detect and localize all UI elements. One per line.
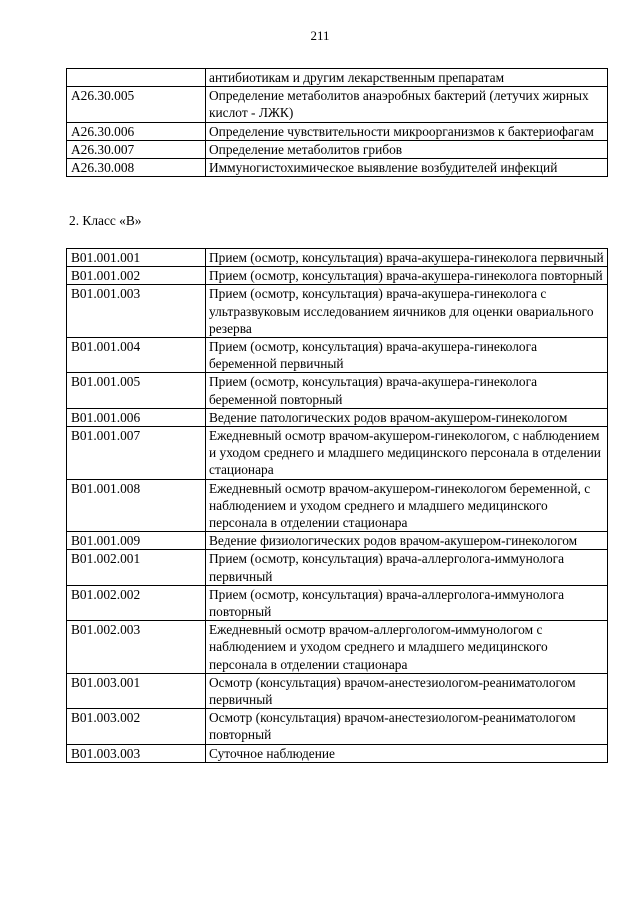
service-description: Ежедневный осмотр врачом-акушером-гинекологом беременной, с наблюдением и уходом среднего и младшего медицинского персонала в отделении стационара (206, 479, 608, 532)
service-description: Ежедневный осмотр врачом-акушером-гинекологом, с наблюдением и уходом среднего и младшего медицинского персонала в отделении стационара (206, 427, 608, 480)
service-description: Определение чувствительности микроорганизмов к бактериофагам (206, 122, 608, 140)
table-row (67, 479, 608, 532)
service-code: B01.002.002 (67, 585, 206, 620)
table-row (67, 285, 608, 338)
service-description: Суточное наблюдение (206, 744, 608, 762)
service-description: Прием (осмотр, консультация) врача-аллерголога-иммунолога повторный (206, 585, 608, 620)
service-description: Прием (осмотр, консультация) врача-акушера-гинеколога с ультразвуковым исследованием яичников для оценки овариального резерва (206, 285, 608, 338)
table-row (67, 427, 608, 480)
service-description: Ведение патологических родов врачом-акушером-гинекологом (206, 408, 608, 426)
table-row (67, 69, 608, 87)
page-number: 211 (310, 28, 330, 43)
table-row (67, 585, 608, 620)
table-row (67, 550, 608, 585)
service-code: A26.30.005 (67, 87, 206, 122)
table-row (67, 673, 608, 708)
service-description: Прием (осмотр, консультация) врача-акушера-гинеколога первичный (206, 249, 608, 267)
table-row (67, 159, 608, 177)
service-code: B01.001.004 (67, 338, 206, 373)
section-heading: 2. Класс «B» (69, 213, 142, 228)
service-description: Ведение физиологических родов врачом-акушером-гинекологом (206, 532, 608, 550)
table-row (67, 408, 608, 426)
service-code: B01.001.006 (67, 408, 206, 426)
service-description: Осмотр (консультация) врачом-анестезиологом-реаниматологом первичный (206, 673, 608, 708)
service-code: B01.001.005 (67, 373, 206, 408)
service-description: антибиотикам и другим лекарственным препаратам (206, 69, 608, 87)
table-row (67, 709, 608, 744)
table-row (67, 267, 608, 285)
table-row (67, 122, 608, 140)
service-code: B01.002.003 (67, 621, 206, 674)
service-description: Прием (осмотр, консультация) врача-аллерголога-иммунолога первичный (206, 550, 608, 585)
service-code: B01.001.003 (67, 285, 206, 338)
service-code: B01.002.001 (67, 550, 206, 585)
service-description: Осмотр (консультация) врачом-анестезиологом-реаниматологом повторный (206, 709, 608, 744)
table-row (67, 249, 608, 267)
services-table-continued (66, 68, 608, 177)
table-row (67, 373, 608, 408)
service-code (67, 69, 206, 87)
table-row (67, 140, 608, 158)
service-description: Иммуногистохимическое выявление возбудителей инфекций (206, 159, 608, 177)
service-description: Определение метаболитов грибов (206, 140, 608, 158)
table-row (67, 744, 608, 762)
service-code: B01.001.007 (67, 427, 206, 480)
service-code: B01.001.002 (67, 267, 206, 285)
table-row (67, 621, 608, 674)
services-table-class-b (66, 248, 608, 763)
service-code: B01.001.009 (67, 532, 206, 550)
table-row (67, 338, 608, 373)
table-row (67, 532, 608, 550)
service-description: Определение метаболитов анаэробных бактерий (летучих жирных кислот - ЛЖК) (206, 87, 608, 122)
service-description: Ежедневный осмотр врачом-аллергологом-иммунологом с наблюдением и уходом среднего и младшего медицинского персонала в отделении стационара (206, 621, 608, 674)
service-code: B01.003.003 (67, 744, 206, 762)
service-description: Прием (осмотр, консультация) врача-акушера-гинеколога повторный (206, 267, 608, 285)
service-code: A26.30.008 (67, 159, 206, 177)
service-code: B01.001.001 (67, 249, 206, 267)
table-row (67, 87, 608, 122)
service-code: B01.003.002 (67, 709, 206, 744)
service-code: A26.30.006 (67, 122, 206, 140)
service-code: B01.003.001 (67, 673, 206, 708)
service-description: Прием (осмотр, консультация) врача-акушера-гинеколога беременной повторный (206, 373, 608, 408)
service-code: A26.30.007 (67, 140, 206, 158)
service-description: Прием (осмотр, консультация) врача-акушера-гинеколога беременной первичный (206, 338, 608, 373)
service-code: B01.001.008 (67, 479, 206, 532)
